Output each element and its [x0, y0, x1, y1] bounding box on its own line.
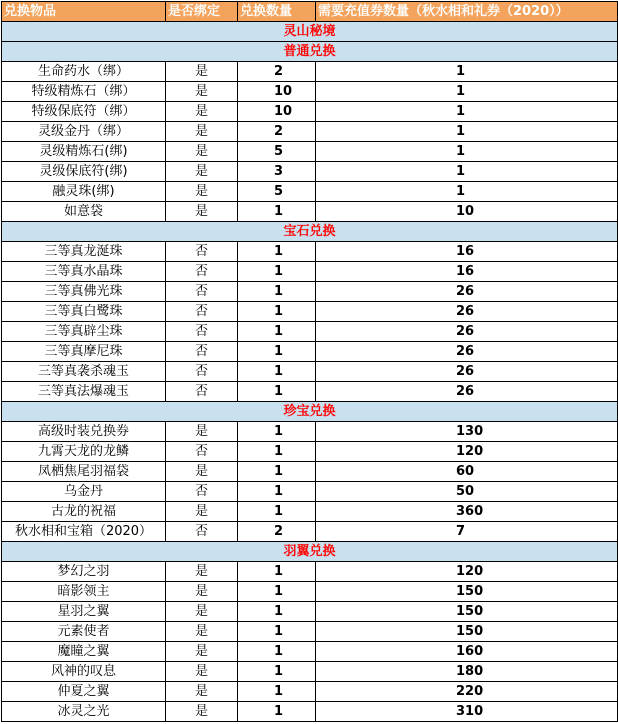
- cost-cell: 50: [316, 482, 618, 502]
- table-row: [2, 122, 618, 142]
- quantity-cell: 1: [238, 582, 316, 602]
- section-row: [2, 542, 618, 562]
- item-name-cell: 冰灵之光: [2, 702, 166, 722]
- cost-cell: 150: [316, 602, 618, 622]
- quantity-cell: 5: [238, 182, 316, 202]
- item-name-cell: 灵级精炼石(绑): [2, 142, 166, 162]
- table-row: [2, 302, 618, 322]
- quantity-cell: 1: [238, 342, 316, 362]
- table-row: [2, 162, 618, 182]
- table-row: [2, 682, 618, 702]
- quantity-cell: 10: [238, 102, 316, 122]
- item-name-cell: 暗影领主: [2, 582, 166, 602]
- bound-cell: 是: [166, 462, 238, 482]
- item-name-cell: 秋水相和宝箱（2020）: [2, 522, 166, 542]
- item-name-cell: 三等真摩尼珠: [2, 342, 166, 362]
- table-row: [2, 482, 618, 502]
- cost-cell: 26: [316, 302, 618, 322]
- quantity-cell: 1: [238, 602, 316, 622]
- item-name-cell: 星羽之翼: [2, 602, 166, 622]
- cost-cell: 26: [316, 382, 618, 402]
- table-row: [2, 62, 618, 82]
- table-row: [2, 362, 618, 382]
- bound-cell: 是: [166, 682, 238, 702]
- quantity-cell: 1: [238, 442, 316, 462]
- bound-cell: 否: [166, 282, 238, 302]
- quantity-cell: 1: [238, 242, 316, 262]
- quantity-cell: 1: [238, 362, 316, 382]
- bound-cell: 是: [166, 202, 238, 222]
- cost-cell: 26: [316, 342, 618, 362]
- quantity-cell: 1: [238, 702, 316, 722]
- bound-cell: 是: [166, 122, 238, 142]
- table-body: [2, 22, 618, 722]
- item-name-cell: 三等真辟尘珠: [2, 322, 166, 342]
- item-name-cell: 三等真袭杀魂玉: [2, 362, 166, 382]
- item-name-cell: 乌金丹: [2, 482, 166, 502]
- table-row: [2, 582, 618, 602]
- section-row: [2, 222, 618, 242]
- cost-cell: 1: [316, 82, 618, 102]
- table-row: [2, 702, 618, 722]
- item-name-cell: 三等真白鹭珠: [2, 302, 166, 322]
- table-row: [2, 262, 618, 282]
- item-name-cell: 三等真法爆魂玉: [2, 382, 166, 402]
- cost-cell: 120: [316, 442, 618, 462]
- cost-cell: 220: [316, 682, 618, 702]
- cost-cell: 26: [316, 282, 618, 302]
- table-title: 灵山秘境: [2, 22, 618, 42]
- item-name-cell: 生命药水（绑）: [2, 62, 166, 82]
- table-row: [2, 382, 618, 402]
- bound-cell: 否: [166, 242, 238, 262]
- bound-cell: 否: [166, 322, 238, 342]
- header-bound: 是否绑定: [166, 2, 238, 22]
- table-row: [2, 642, 618, 662]
- header-qty: 兑换数量: [238, 2, 316, 22]
- table-row: [2, 342, 618, 362]
- bound-cell: 否: [166, 482, 238, 502]
- cost-cell: 120: [316, 562, 618, 582]
- quantity-cell: 2: [238, 62, 316, 82]
- cost-cell: 60: [316, 462, 618, 482]
- table-row: [2, 102, 618, 122]
- table-row: [2, 562, 618, 582]
- item-name-cell: 元素使者: [2, 622, 166, 642]
- item-name-cell: 古龙的祝福: [2, 502, 166, 522]
- cost-cell: 16: [316, 242, 618, 262]
- quantity-cell: 10: [238, 82, 316, 102]
- bound-cell: 是: [166, 162, 238, 182]
- bound-cell: 否: [166, 362, 238, 382]
- quantity-cell: 5: [238, 142, 316, 162]
- item-name-cell: 灵级保底符(绑): [2, 162, 166, 182]
- item-name-cell: 如意袋: [2, 202, 166, 222]
- cost-cell: 1: [316, 182, 618, 202]
- cost-cell: 360: [316, 502, 618, 522]
- bound-cell: 是: [166, 102, 238, 122]
- item-name-cell: 凤栖焦尾羽福袋: [2, 462, 166, 482]
- table-row: [2, 522, 618, 542]
- item-name-cell: 三等真佛光珠: [2, 282, 166, 302]
- bound-cell: 是: [166, 62, 238, 82]
- bound-cell: 是: [166, 82, 238, 102]
- quantity-cell: 1: [238, 462, 316, 482]
- quantity-cell: 1: [238, 202, 316, 222]
- bound-cell: 是: [166, 142, 238, 162]
- section-row: [2, 42, 618, 62]
- table-row: [2, 202, 618, 222]
- quantity-cell: 1: [238, 302, 316, 322]
- header-row: [2, 2, 618, 22]
- table-row: [2, 282, 618, 302]
- quantity-cell: 1: [238, 642, 316, 662]
- item-name-cell: 特级保底符（绑）: [2, 102, 166, 122]
- table-row: [2, 182, 618, 202]
- section-title: 羽翼兑换: [2, 542, 618, 562]
- item-name-cell: 灵级金丹（绑）: [2, 122, 166, 142]
- quantity-cell: 1: [238, 682, 316, 702]
- cost-cell: 310: [316, 702, 618, 722]
- bound-cell: 否: [166, 382, 238, 402]
- cost-cell: 10: [316, 202, 618, 222]
- bound-cell: 否: [166, 342, 238, 362]
- quantity-cell: 2: [238, 122, 316, 142]
- section-title: 普通兑换: [2, 42, 618, 62]
- quantity-cell: 1: [238, 562, 316, 582]
- bound-cell: 是: [166, 702, 238, 722]
- item-name-cell: 风神的叹息: [2, 662, 166, 682]
- cost-cell: 150: [316, 582, 618, 602]
- quantity-cell: 1: [238, 662, 316, 682]
- bound-cell: 是: [166, 622, 238, 642]
- quantity-cell: 1: [238, 422, 316, 442]
- cost-cell: 26: [316, 322, 618, 342]
- item-name-cell: 仲夏之翼: [2, 682, 166, 702]
- table-row: [2, 422, 618, 442]
- title-row: [2, 22, 618, 42]
- cost-cell: 26: [316, 362, 618, 382]
- section-row: [2, 402, 618, 422]
- table-row: [2, 622, 618, 642]
- cost-cell: 160: [316, 642, 618, 662]
- cost-cell: 150: [316, 622, 618, 642]
- quantity-cell: 1: [238, 262, 316, 282]
- quantity-cell: 2: [238, 522, 316, 542]
- cost-cell: 1: [316, 62, 618, 82]
- bound-cell: 是: [166, 642, 238, 662]
- quantity-cell: 1: [238, 382, 316, 402]
- section-title: 宝石兑换: [2, 222, 618, 242]
- quantity-cell: 1: [238, 622, 316, 642]
- cost-cell: 16: [316, 262, 618, 282]
- bound-cell: 是: [166, 502, 238, 522]
- item-name-cell: 魔瞳之翼: [2, 642, 166, 662]
- bound-cell: 否: [166, 522, 238, 542]
- bound-cell: 否: [166, 302, 238, 322]
- table-row: [2, 602, 618, 622]
- item-name-cell: 特级精炼石（绑）: [2, 82, 166, 102]
- quantity-cell: 3: [238, 162, 316, 182]
- item-name-cell: 九霄天龙的龙鳞: [2, 442, 166, 462]
- table-row: [2, 502, 618, 522]
- quantity-cell: 1: [238, 322, 316, 342]
- item-name-cell: 梦幻之羽: [2, 562, 166, 582]
- bound-cell: 否: [166, 262, 238, 282]
- table-row: [2, 322, 618, 342]
- bound-cell: 是: [166, 582, 238, 602]
- header-cost: 需要充值券数量（秋水相和礼券（2020））: [316, 2, 618, 22]
- quantity-cell: 1: [238, 482, 316, 502]
- quantity-cell: 1: [238, 502, 316, 522]
- cost-cell: 7: [316, 522, 618, 542]
- cost-cell: 180: [316, 662, 618, 682]
- section-title: 珍宝兑换: [2, 402, 618, 422]
- table-row: [2, 82, 618, 102]
- bound-cell: 是: [166, 422, 238, 442]
- cost-cell: 1: [316, 142, 618, 162]
- bound-cell: 否: [166, 442, 238, 462]
- bound-cell: 是: [166, 182, 238, 202]
- item-name-cell: 融灵珠(绑): [2, 182, 166, 202]
- item-name-cell: 三等真龙涎珠: [2, 242, 166, 262]
- table-row: [2, 142, 618, 162]
- cost-cell: 1: [316, 162, 618, 182]
- header-item: 兑换物品: [2, 2, 166, 22]
- item-name-cell: 三等真水晶珠: [2, 262, 166, 282]
- quantity-cell: 1: [238, 282, 316, 302]
- bound-cell: 是: [166, 662, 238, 682]
- table-row: [2, 462, 618, 482]
- item-name-cell: 高级时装兑换券: [2, 422, 166, 442]
- exchange-table: [1, 1, 618, 722]
- table-row: [2, 442, 618, 462]
- table-row: [2, 662, 618, 682]
- cost-cell: 1: [316, 122, 618, 142]
- bound-cell: 是: [166, 562, 238, 582]
- cost-cell: 1: [316, 102, 618, 122]
- cost-cell: 130: [316, 422, 618, 442]
- table-row: [2, 242, 618, 262]
- bound-cell: 是: [166, 602, 238, 622]
